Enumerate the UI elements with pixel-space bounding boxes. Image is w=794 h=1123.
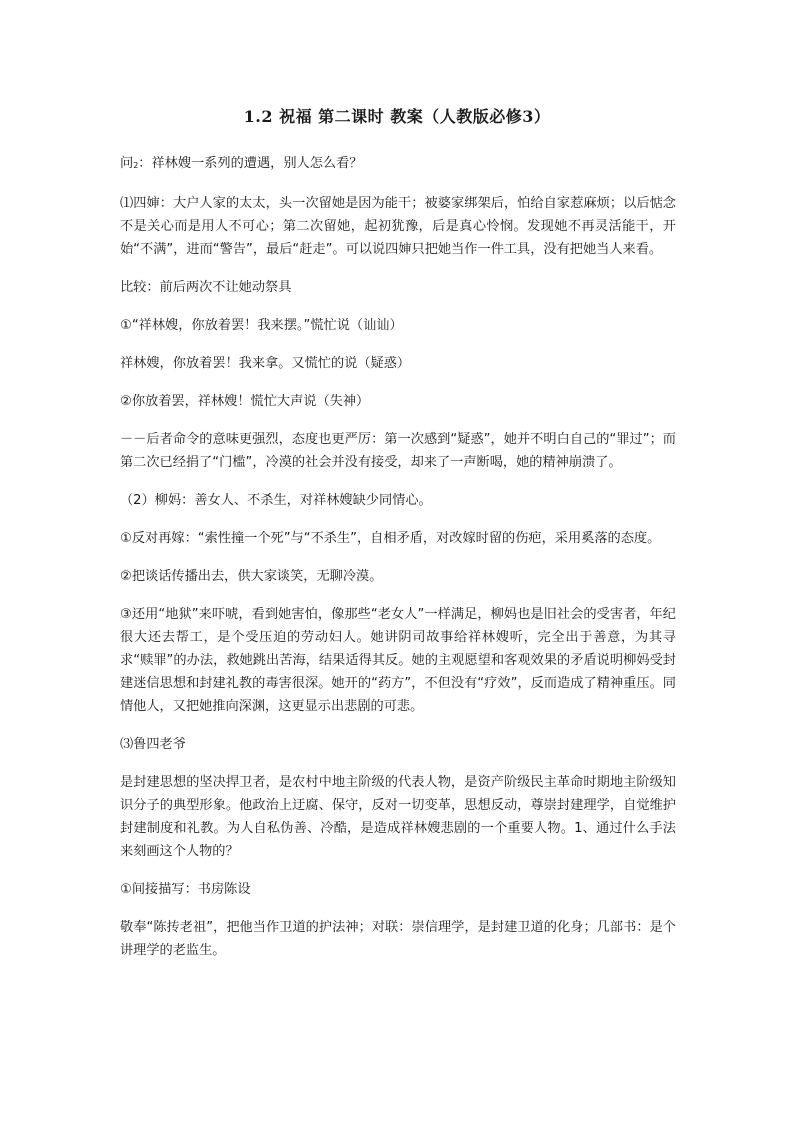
paragraph-lusi-heading: ⑶鲁四老爷 <box>120 737 186 752</box>
paragraph-liuma-3: ③还用“地狱”来吓唬，看到她害怕，像那些“老女人”一样满足，柳妈也是旧社会的受害者，年纪很大还去帮工，是个受压迫的劳动妇人。她讲阴司故事给祥林嫂听，完全出于善意，为其寻求“赎罪”的办法，救她跳出苦海，结果适得其反。她的主观愿望和客观效果的矛盾说明柳妈受封建迷信思想和封建礼教的毒害很深。她开的“药方”，不但没有“疗效”，反而造成了精神重压。同情他人，又把她推向深渊，这更显示出悲剧的可悲。 <box>120 607 676 714</box>
paragraph-indirect: ①间接描写：书房陈设 <box>120 882 251 897</box>
paragraph-liuma-1: ①反对再嫁：“索性撞一个死”与“不杀生”，自相矛盾，对改嫁时留的伤疤，采用奚落的态度。 <box>120 531 661 546</box>
question-subscript: 2 <box>133 161 139 170</box>
question-prefix: 问 <box>120 156 134 171</box>
document-title: 1.2 祝福 第二课时 教案（人教版必修3） <box>243 107 551 126</box>
question-text: ：祥林嫂一系列的遭遇，别人怎么看？ <box>138 156 363 171</box>
paragraph-compare: 比较：前后两次不让她动祭具 <box>120 280 292 295</box>
paragraph-siwen: ⑴四婶：大户人家的太太，头一次留她是因为能干；被婆家绑架后，怕给自家惹麻烦；以后惦念不是关心而是用人不可心；第二次留她，起初犹豫，后是真心怜悯。发现她不再灵活能干，开始“不满”，进而“警告”，最后“赶走”。可以说四婶只把她当作一件工具，没有把她当人来看。 <box>120 196 676 257</box>
paragraph-analysis: －－后者命令的意味更强烈，态度也更严厉：第一次感到“疑惑”，她并不明白自己的“罪过”；而第二次已经捐了“门槛”，冷漠的社会并没有接受，却来了一声断喝，她的精神崩溃了。 <box>120 432 676 470</box>
paragraph-quote-1: ①“祥林嫂，你放着罢！我来摆。”慌忙说（讪讪） <box>120 318 403 333</box>
paragraph-lusi: 是封建思想的坚决捍卫者，是农村中地主阶级的代表人物，是资产阶级民主革命时期地主阶级知识分子的典型形象。他政治上迂腐、保守，反对一切变革，思想反动，尊崇封建理学，自觉维护封建制度和礼教。为人自私伪善、冷酷，是造成祥林嫂悲剧的一个重要人物。1、通过什么手法来刻画这个人物的？ <box>120 775 676 859</box>
document-body <box>120 152 676 977</box>
paragraph-quote-2: ②你放着罢，祥林嫂！慌忙大声说（失神） <box>120 394 370 409</box>
paragraph-study: 敬奉“陈抟老祖”，把他当作卫道的护法神；对联：崇信理学，是封建卫道的化身；几部书：是个讲理学的老监生。 <box>120 920 676 958</box>
paragraph-liuma-2: ②把谈话传播出去，供大家谈笑，无聊冷漠。 <box>120 569 383 584</box>
paragraph-liuma: （2）柳妈：善女人、不杀生，对祥林嫂缺少同情心。 <box>120 493 432 508</box>
question-line <box>120 152 676 177</box>
paragraph-quote-1b: 祥林嫂，你放着罢！我来拿。又慌忙的说（疑惑） <box>120 356 411 371</box>
